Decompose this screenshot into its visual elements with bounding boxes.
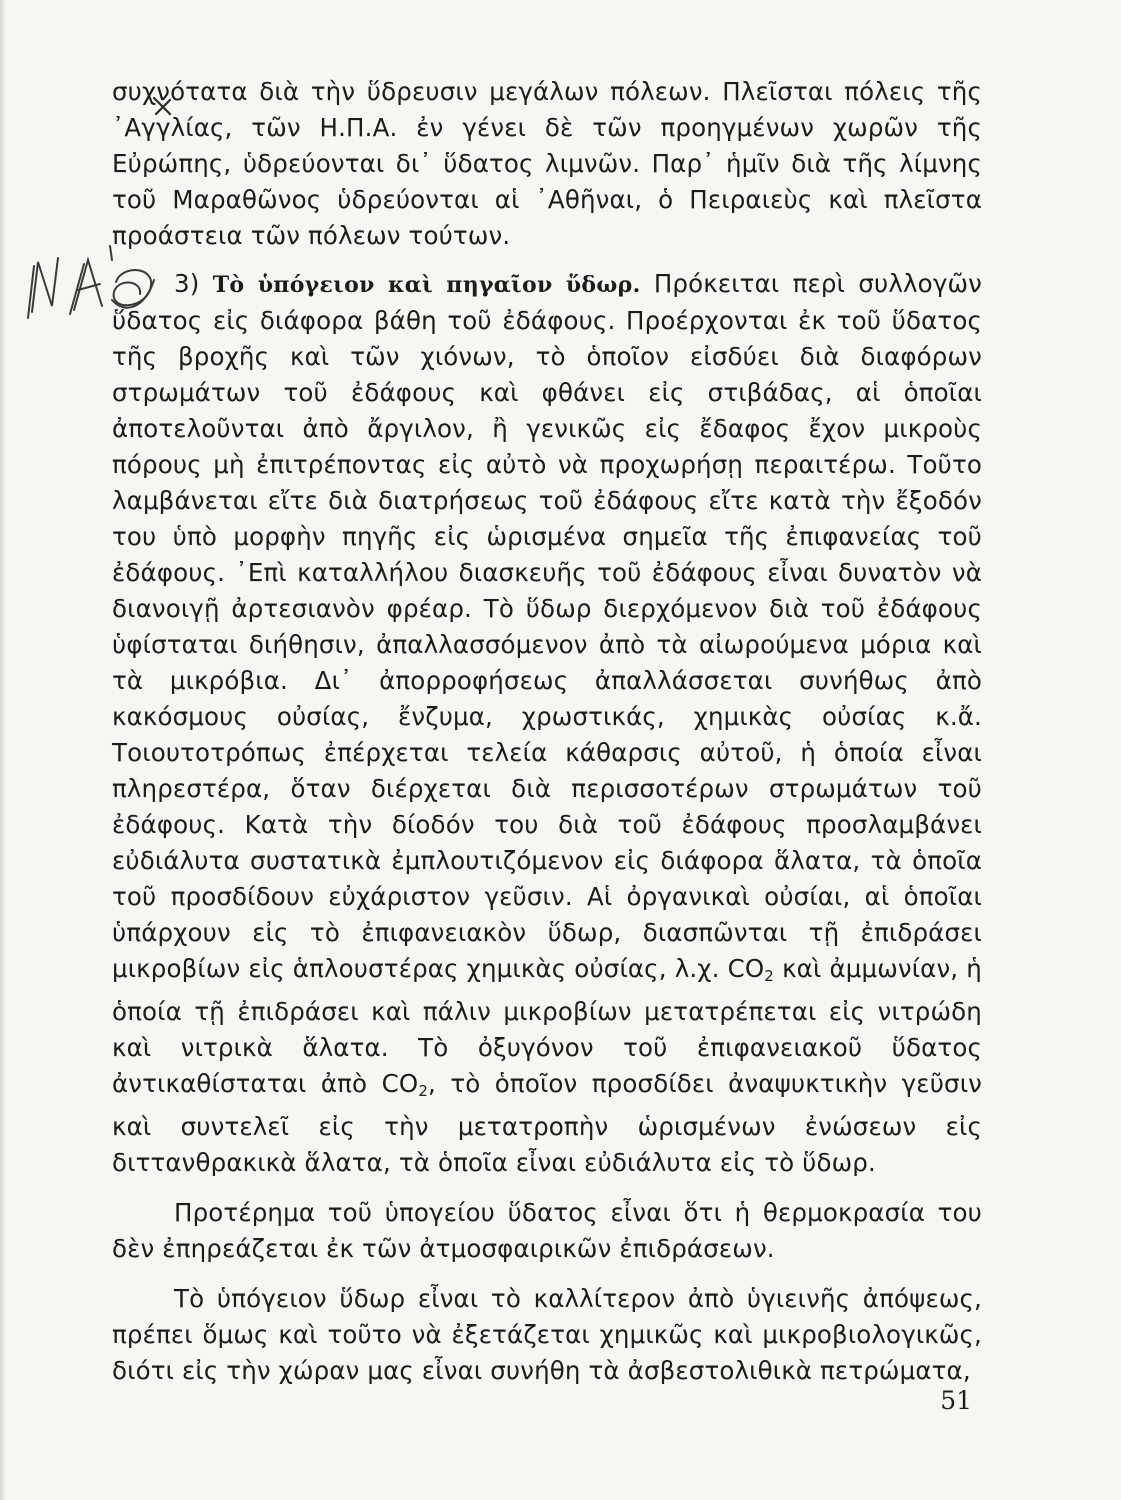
page-number: 51 [940,1386,972,1415]
page-edge [0,0,6,1500]
text-line: τοῦ Μαραθῶνος ὑδρεύονται αἱ ᾽Αθῆναι, ὁ Πειραιεὺς καὶ πλεῖστα [112,185,982,214]
paragraph: Προτέρημα τοῦ ὑπογείου ὕδατος εἶναι ὅτι ἡ θερμοκρασία του δὲν ἐπηρεάζεται ἐκ τῶν ἀτμοσφαιρικῶν ἐπιδράσεων. [112,1198,982,1263]
text-line: τῆς ᾽Αγγλίας, τῶν Η.Π.Α. ἐν γένει δὲ τῶν προηγμένων χωρῶν τῆς [112,77,982,142]
opening-paragraph [112,74,982,254]
section-text: καὶ ἀμμωνίαν, ἡ ὁποία τῇ ἐπιδράσει καὶ πάλιν μικροβίων μετατρέπεται εἰς νιτρώδη καὶ νιτρικὰ ἅλατα. Τὸ ὀξυγόνον τοῦ ἐπιφανειακοῦ ὕδατος ἀντικαθίσταται ἀπὸ [112,954,982,1098]
section-title: Τὸ ὑπόγειον καὶ πηγαῖον ὕδωρ. [212,272,641,298]
chemical-formula: $CO_2$ [381,1069,429,1100]
document-body [112,74,982,1389]
text-line: συχνότατα διὰ τὴν ὕδρευσιν μεγάλων πόλεων. Πλεῖσται πόλεις [112,77,926,106]
section-number: 3) [174,269,200,298]
chemical-formula: $CO_2$ [727,954,774,985]
text-line: Εὐρώπης, ὑδρεύονται δι᾽ ὕδατος λιμνῶν. Παρ᾽ ἡμῖν διὰ τῆς λίμνης [112,149,982,178]
section-text: Πρόκειται περὶ συλλογῶν ὕδατος εἰς διάφορα βάθη τοῦ ἐδάφους. Προέρχονται ἐκ τοῦ ὕδατος τῆς βροχῆς καὶ τῶν χιόνων, τὸ ὁποῖον εἰσδύει διὰ διαφόρων στρωμάτων τοῦ ἐδάφους καὶ φθάνει εἰς στιβάδας, αἱ ὁποῖαι ἀποτελοῦνται ἀπὸ ἄργιλον, ἢ γενικῶς εἰς ἔδαφος ἔχον μικροὺς πόρους μὴ ἐπιτρέποντας εἰς αὐτὸ νὰ προχωρήσῃ περαιτέρω. Τοῦτο λαμβάνεται εἴτε διὰ διατρήσεως τοῦ ἐδάφους εἴτε κατὰ τὴν ἔξοδόν του ὑπὸ μορφὴν πηγῆς εἰς ὡρισμένα σημεῖα τῆς ἐπιφανείας τοῦ ἐδάφους. ᾽Επὶ καταλλήλου διασκευῆς τοῦ ἐδάφους εἶναι δυνατὸν νὰ διανοιγῇ ἀρτεσιανὸν φρέαρ. Τὸ ὕδωρ διερχόμενον διὰ τοῦ ἐδάφους ὑφίσταται διήθησιν, ἀπαλλασσόμενον ἀπὸ τὰ αἰωρούμενα μόρια καὶ τὰ μικρόβια. Δι᾽ ἀπορροφήσεως ἀπαλλάσσεται συνήθως ἀπὸ κακόσμους οὐσίας, ἔνζυμα, χρωστικάς, χημικὰς οὐσίας κ.ἄ. Τοιουτοτρόπως ἐπέρχεται τελεία κάθαρσις αὐτοῦ, ἡ ὁποία εἶναι πληρεστέρα, ὅταν διέρχεται διὰ περισσοτέρων στρωμάτων τοῦ ἐδάφους. Κατὰ τὴν δίοδόν του διὰ τοῦ ἐδάφους προσλαμβάνει εὐδιάλυτα συστατικὰ ἐμπλουτιζόμενον εἰς διάφορα ἅλατα, τὰ ὁποῖα τοῦ προσδίδουν εὐχάριστον γεῦσιν. Αἱ ὀργανικαὶ οὐσίαι, αἱ ὁποῖαι ὑπάρχουν εἰς τὸ ἐπιφανειακὸν ὕδωρ, διασπῶνται τῇ ἐπιδράσει μικροβίων εἰς ἁπλουστέρας χημικὰς οὐσίας, λ.χ. [112,269,982,983]
text-line: προάστεια τῶν πόλεων τούτων. [112,221,511,250]
section-text: , τὸ ὁποῖον προσδίδει ἀναψυκτικὴν γεῦσιν καὶ συντελεῖ εἰς τὴν μετατροπὴν ὡρισμένων ἐνώσεων εἰς διττανθρακικὰ ἅλατα, τὰ ὁποῖα εἶναι εὐδιάλυτα εἰς τὸ ὕδωρ. [112,1069,982,1177]
paragraph: Τὸ ὑπόγειον ὕδωρ εἶναι τὸ καλλίτερον ἀπὸ ὑγιεινῆς ἀπόψεως, πρέπει ὅμως καὶ τοῦτο νὰ ἐξετάζεται χημικῶς καὶ μικροβιολογικῶς, διότι εἰς τὴν χώραν μας εἶναι συνήθη τὰ ἀσβεστολιθικὰ πετρώματα, [112,1284,982,1385]
section-paragraph [112,266,982,1181]
